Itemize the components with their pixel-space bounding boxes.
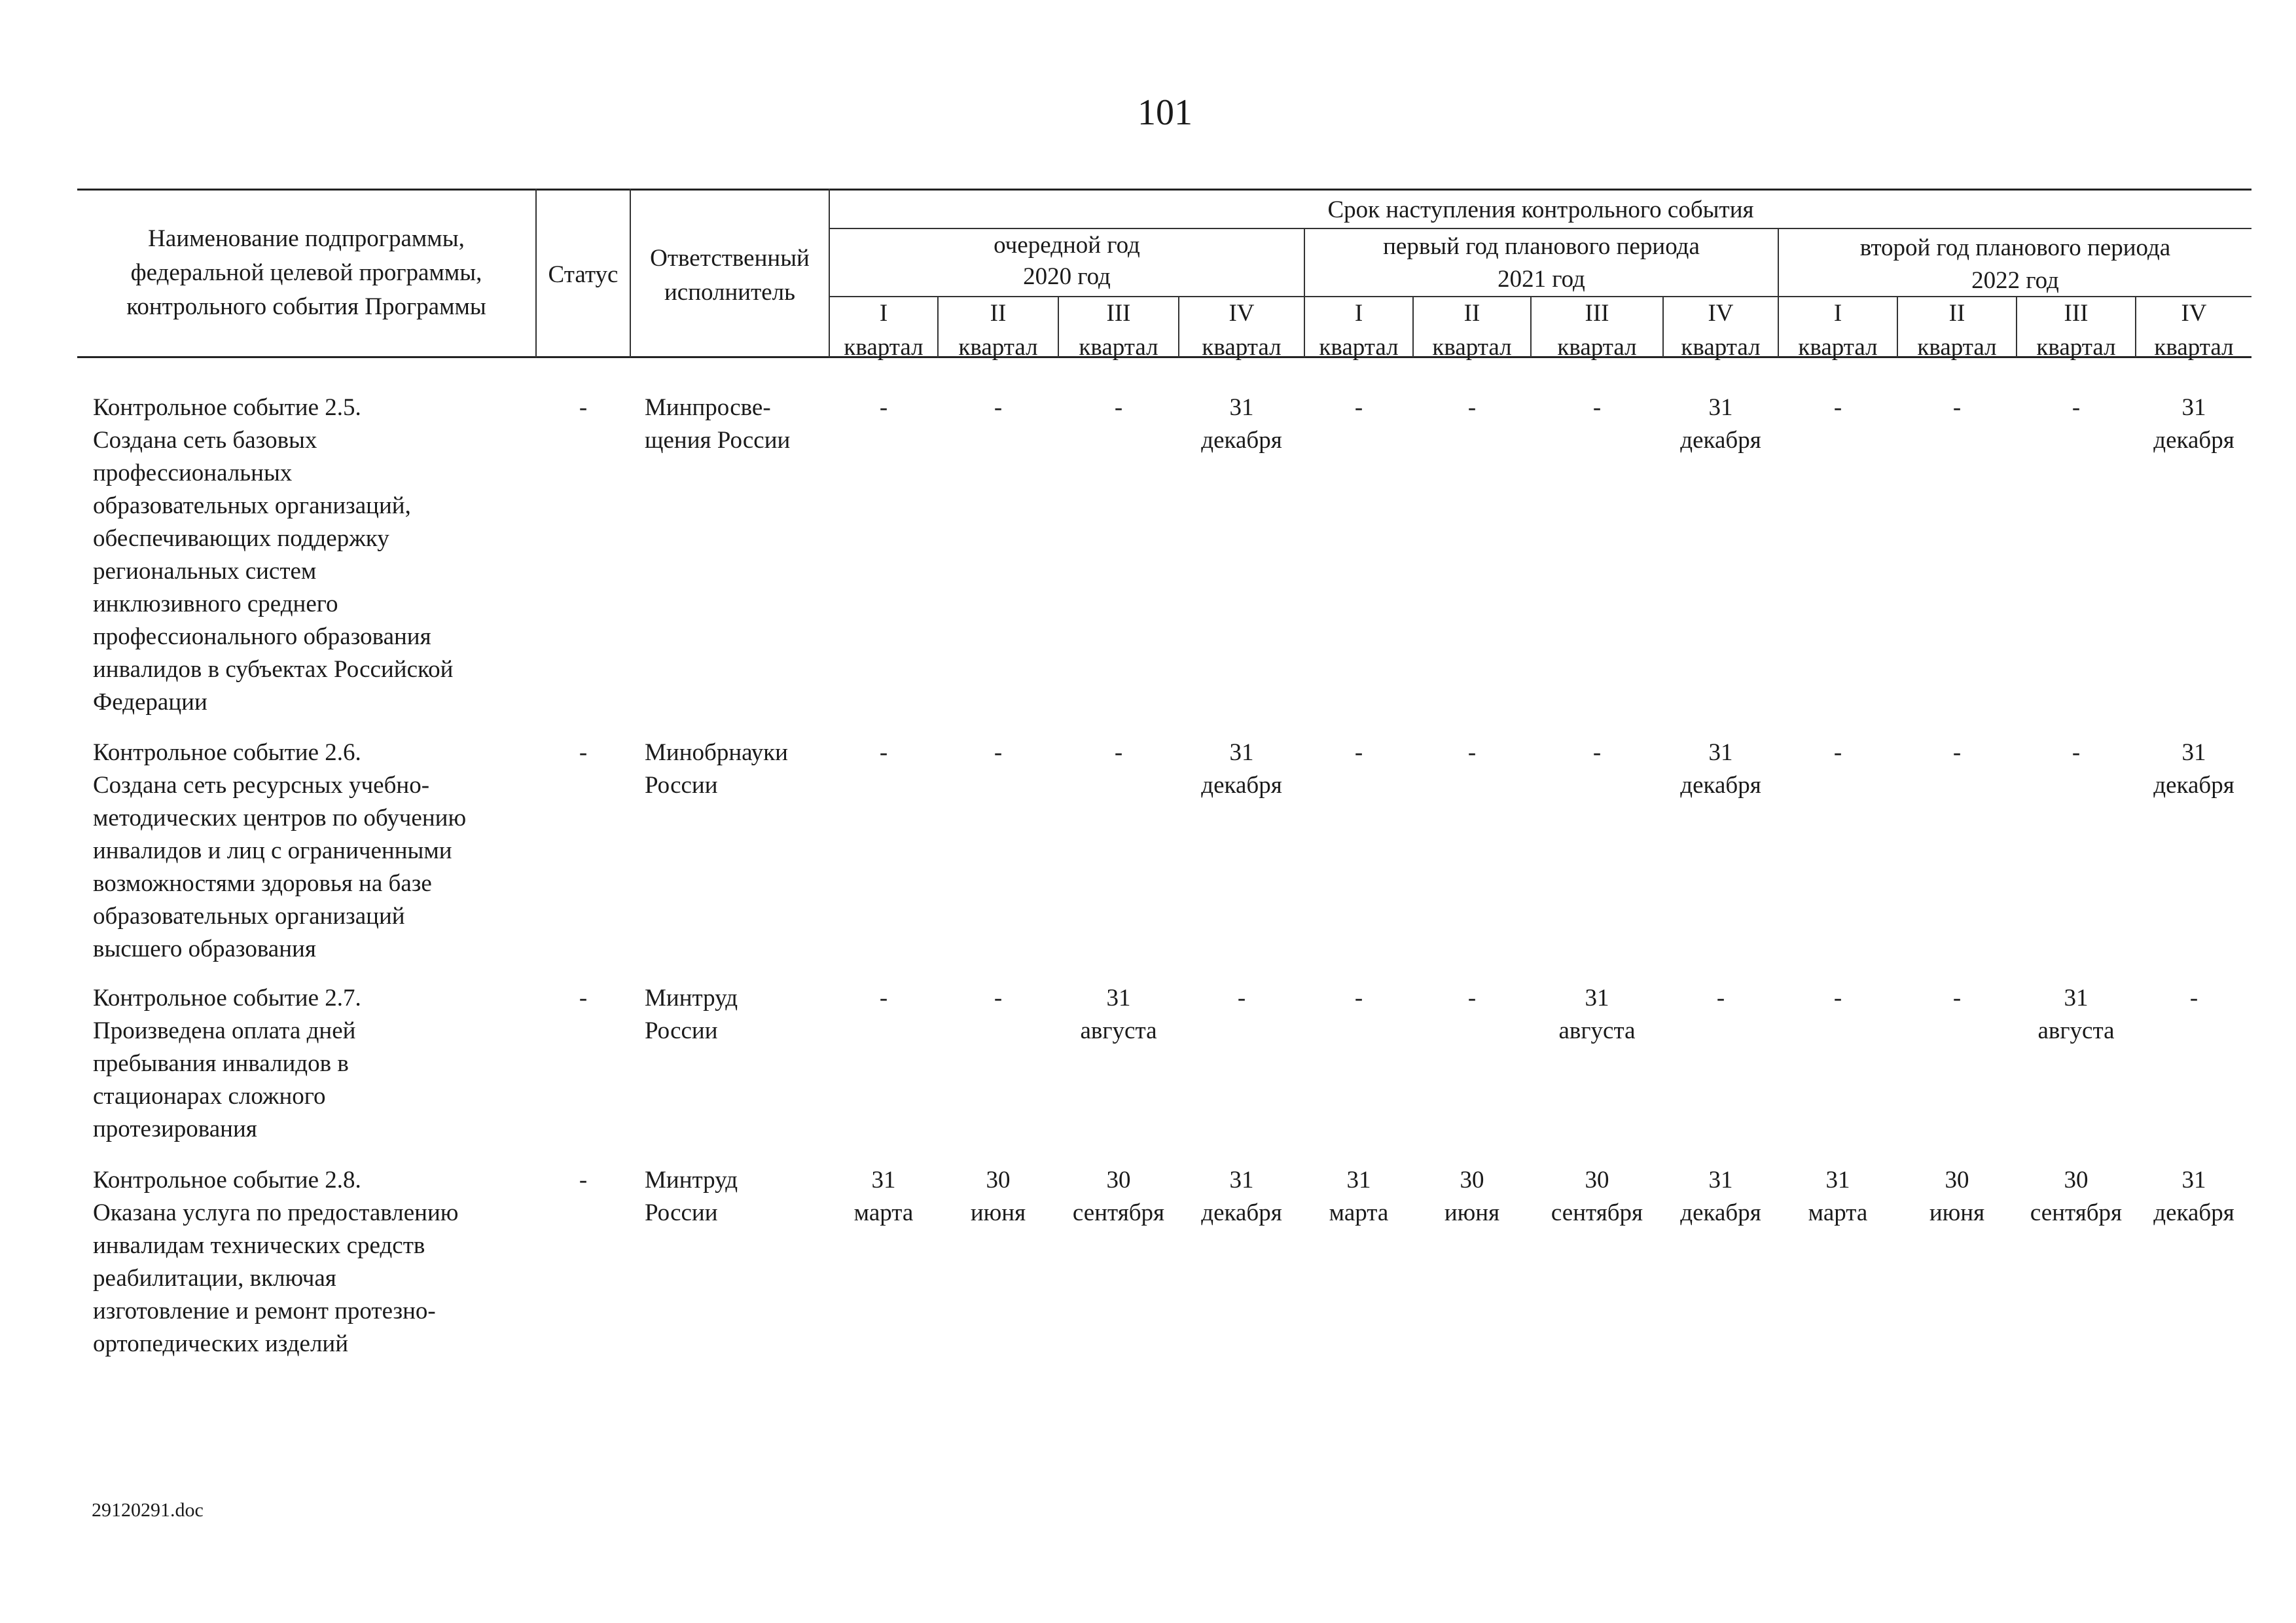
quarter-deadline-cell: - <box>1833 985 1842 1012</box>
executor-line: Минпросве- <box>645 394 771 421</box>
quarter-deadline-cell: - <box>1952 739 1962 766</box>
event-title-line: протезирования <box>93 1116 257 1142</box>
executor-line: Минтруд <box>645 1167 738 1194</box>
event-title-line: методических центров по обучению <box>93 805 467 831</box>
event-title-line: реабилитации, включая <box>93 1265 336 1292</box>
quarter-deadline-cell: марта <box>1808 1199 1868 1226</box>
header-name-line: Наименование подпрограммы, <box>148 225 465 252</box>
quarter-deadline-cell: - <box>879 394 888 421</box>
quarter-deadline-cell: - <box>1592 394 1602 421</box>
quarter-deadline-cell: 31 <box>1229 394 1254 421</box>
quarter-deadline-cell: - <box>1592 739 1602 766</box>
quarter-word: квартал <box>1798 334 1878 361</box>
event-title-line: инклюзивного среднего <box>93 591 338 617</box>
header-name-line: контрольного события Программы <box>126 293 486 320</box>
quarter-deadline-cell: 31 <box>2181 739 2206 766</box>
executor-line: России <box>645 1017 718 1044</box>
event-title-line: образовательных организаций <box>93 903 405 930</box>
header-deadline-title: Срок наступления контрольного события <box>1327 196 1754 223</box>
document-filename: 29120291.doc <box>92 1499 204 1521</box>
quarter-numeral: I <box>1354 300 1363 327</box>
quarter-deadline-cell: 31 <box>1708 739 1733 766</box>
quarter-word: квартал <box>1202 334 1282 361</box>
header-year-2021-line1: первый год планового периода <box>1383 233 1700 260</box>
event-title-line: изготовление и ремонт протезно- <box>93 1298 436 1324</box>
event-title-line: инвалидам технических средств <box>93 1232 425 1259</box>
quarter-numeral: I <box>879 300 888 327</box>
event-title-line: Оказана услуга по предоставлению <box>93 1199 459 1226</box>
header-name-line: федеральной целевой программы, <box>130 259 482 286</box>
event-title-line: ортопедических изделий <box>93 1330 349 1357</box>
quarter-deadline-cell: - <box>2072 394 2081 421</box>
quarter-deadline-cell: 31 <box>871 1167 896 1194</box>
event-title-line: профессионального образования <box>93 623 431 650</box>
quarter-word: квартал <box>2154 334 2234 361</box>
quarter-deadline-cell: 31 <box>2181 1167 2206 1194</box>
event-title-line: Создана сеть базовых <box>93 427 317 454</box>
quarter-deadline-cell: - <box>1114 394 1123 421</box>
event-title-line: Федерации <box>93 689 207 716</box>
executor-line: России <box>645 772 718 799</box>
quarter-deadline-cell: - <box>994 985 1003 1012</box>
event-title-line: Контрольное событие 2.5. <box>93 394 361 421</box>
quarter-deadline-cell: 30 <box>1460 1167 1484 1194</box>
quarter-deadline-cell: 31 <box>1825 1167 1850 1194</box>
quarter-deadline-cell: декабря <box>1680 427 1761 454</box>
quarter-deadline-cell: декабря <box>2153 427 2234 454</box>
quarter-word: квартал <box>1557 334 1637 361</box>
event-title-line: пребывания инвалидов в <box>93 1050 349 1077</box>
event-title-line: Контрольное событие 2.8. <box>93 1167 361 1194</box>
quarter-deadline-cell: 31 <box>1708 394 1733 421</box>
event-title-line: образовательных организаций, <box>93 492 411 519</box>
quarter-word: квартал <box>844 334 924 361</box>
quarter-numeral: II <box>990 300 1007 327</box>
quarter-deadline-cell: - <box>1354 985 1363 1012</box>
quarter-numeral: III <box>1106 300 1131 327</box>
quarter-deadline-cell: 30 <box>1106 1167 1131 1194</box>
status-cell: - <box>579 985 588 1012</box>
header-executor-line: исполнитель <box>664 279 796 306</box>
quarter-word: квартал <box>1917 334 1997 361</box>
quarter-deadline-cell: июня <box>970 1199 1026 1226</box>
event-title-line: Контрольное событие 2.6. <box>93 739 361 766</box>
quarter-deadline-cell: сентября <box>2030 1199 2123 1226</box>
quarter-deadline-cell: - <box>879 985 888 1012</box>
event-title-line: высшего образования <box>93 936 316 962</box>
quarter-word: квартал <box>958 334 1038 361</box>
quarter-numeral: III <box>2064 300 2089 327</box>
quarter-deadline-cell: - <box>2189 985 2198 1012</box>
executor-line: России <box>645 1199 718 1226</box>
quarter-deadline-cell: - <box>1952 985 1962 1012</box>
event-title-line: инвалидов в субъектах Российской <box>93 656 454 683</box>
event-title-line: инвалидов и лиц с ограниченными <box>93 837 452 864</box>
quarter-deadline-cell: июня <box>1929 1199 1985 1226</box>
header-year-2022-line2: 2022 год <box>1971 267 2059 294</box>
quarter-deadline-cell: - <box>1467 739 1477 766</box>
event-title-line: региональных систем <box>93 558 317 585</box>
event-title-line: обеспечивающих поддержку <box>93 525 389 552</box>
quarter-word: квартал <box>2036 334 2116 361</box>
quarter-deadline-cell: - <box>1114 739 1123 766</box>
quarter-word: квартал <box>1681 334 1761 361</box>
quarter-deadline-cell: - <box>879 739 888 766</box>
executor-line: Минтруд <box>645 985 738 1012</box>
quarter-deadline-cell: - <box>1716 985 1725 1012</box>
header-year-2022-line1: второй год планового периода <box>1859 234 2171 261</box>
quarter-deadline-cell: - <box>2072 739 2081 766</box>
quarter-numeral: II <box>1463 300 1480 327</box>
quarter-word: квартал <box>1079 334 1158 361</box>
quarter-deadline-cell: декабря <box>1680 1199 1761 1226</box>
header-year-2020-line1: очередной год <box>994 232 1140 259</box>
quarter-deadline-cell: 30 <box>2064 1167 2089 1194</box>
quarter-numeral: I <box>1833 300 1842 327</box>
quarter-deadline-cell: августа <box>1080 1017 1157 1044</box>
executor-line: щения России <box>645 427 791 454</box>
quarter-word: квартал <box>1432 334 1512 361</box>
quarter-deadline-cell: 31 <box>1229 1167 1254 1194</box>
quarter-deadline-cell: декабря <box>2153 1199 2234 1226</box>
quarter-numeral: III <box>1585 300 1609 327</box>
quarter-deadline-cell: 31 <box>1229 739 1254 766</box>
quarter-deadline-cell: - <box>1354 739 1363 766</box>
page-number: 101 <box>1138 92 1193 133</box>
executor-line: Минобрнауки <box>645 739 788 766</box>
quarter-deadline-cell: августа <box>2037 1017 2115 1044</box>
event-title-line: Создана сеть ресурсных учебно- <box>93 772 430 799</box>
event-title-line: профессиональных <box>93 460 293 486</box>
quarter-deadline-cell: марта <box>853 1199 914 1226</box>
quarter-deadline-cell: декабря <box>1201 772 1282 799</box>
header-status: Статус <box>548 261 619 288</box>
quarter-deadline-cell: декабря <box>1201 427 1282 454</box>
event-title-line: Контрольное событие 2.7. <box>93 985 361 1012</box>
quarter-deadline-cell: - <box>1354 394 1363 421</box>
quarter-deadline-cell: 31 <box>2064 985 2089 1012</box>
quarter-deadline-cell: 30 <box>986 1167 1011 1194</box>
header-executor-line: Ответственный <box>650 245 810 272</box>
quarter-numeral: IV <box>2181 300 2207 327</box>
quarter-word: квартал <box>1319 334 1399 361</box>
status-cell: - <box>579 739 588 766</box>
quarter-deadline-cell: 31 <box>1346 1167 1371 1194</box>
quarter-numeral: II <box>1948 300 1965 327</box>
quarter-deadline-cell: 31 <box>1106 985 1131 1012</box>
quarter-deadline-cell: декабря <box>1201 1199 1282 1226</box>
quarter-deadline-cell: 31 <box>1708 1167 1733 1194</box>
status-cell: - <box>579 1167 588 1194</box>
quarter-deadline-cell: июня <box>1444 1199 1500 1226</box>
quarter-deadline-cell: августа <box>1558 1017 1636 1044</box>
quarter-deadline-cell: - <box>1467 394 1477 421</box>
quarter-deadline-cell: 31 <box>1585 985 1609 1012</box>
quarter-deadline-cell: 30 <box>1945 1167 1969 1194</box>
quarter-deadline-cell: - <box>1467 985 1477 1012</box>
quarter-deadline-cell: 30 <box>1585 1167 1609 1194</box>
event-title-line: Произведена оплата дней <box>93 1017 356 1044</box>
quarter-deadline-cell: - <box>1237 985 1246 1012</box>
quarter-deadline-cell: - <box>1833 739 1842 766</box>
quarter-deadline-cell: 31 <box>2181 394 2206 421</box>
quarter-deadline-cell: сентября <box>1551 1199 1643 1226</box>
quarter-numeral: IV <box>1229 300 1255 327</box>
status-cell: - <box>579 394 588 421</box>
event-title-line: стационарах сложного <box>93 1083 326 1110</box>
quarter-deadline-cell: - <box>994 739 1003 766</box>
header-year-2021-line2: 2021 год <box>1498 266 1585 293</box>
quarter-deadline-cell: декабря <box>1680 772 1761 799</box>
quarter-numeral: IV <box>1708 300 1734 327</box>
quarter-deadline-cell: - <box>1952 394 1962 421</box>
quarter-deadline-cell: сентября <box>1072 1199 1165 1226</box>
event-title-line: возможностями здоровья на базе <box>93 870 432 897</box>
quarter-deadline-cell: - <box>994 394 1003 421</box>
quarter-deadline-cell: декабря <box>2153 772 2234 799</box>
header-year-2020-line2: 2020 год <box>1023 263 1111 290</box>
quarter-deadline-cell: - <box>1833 394 1842 421</box>
quarter-deadline-cell: марта <box>1329 1199 1389 1226</box>
